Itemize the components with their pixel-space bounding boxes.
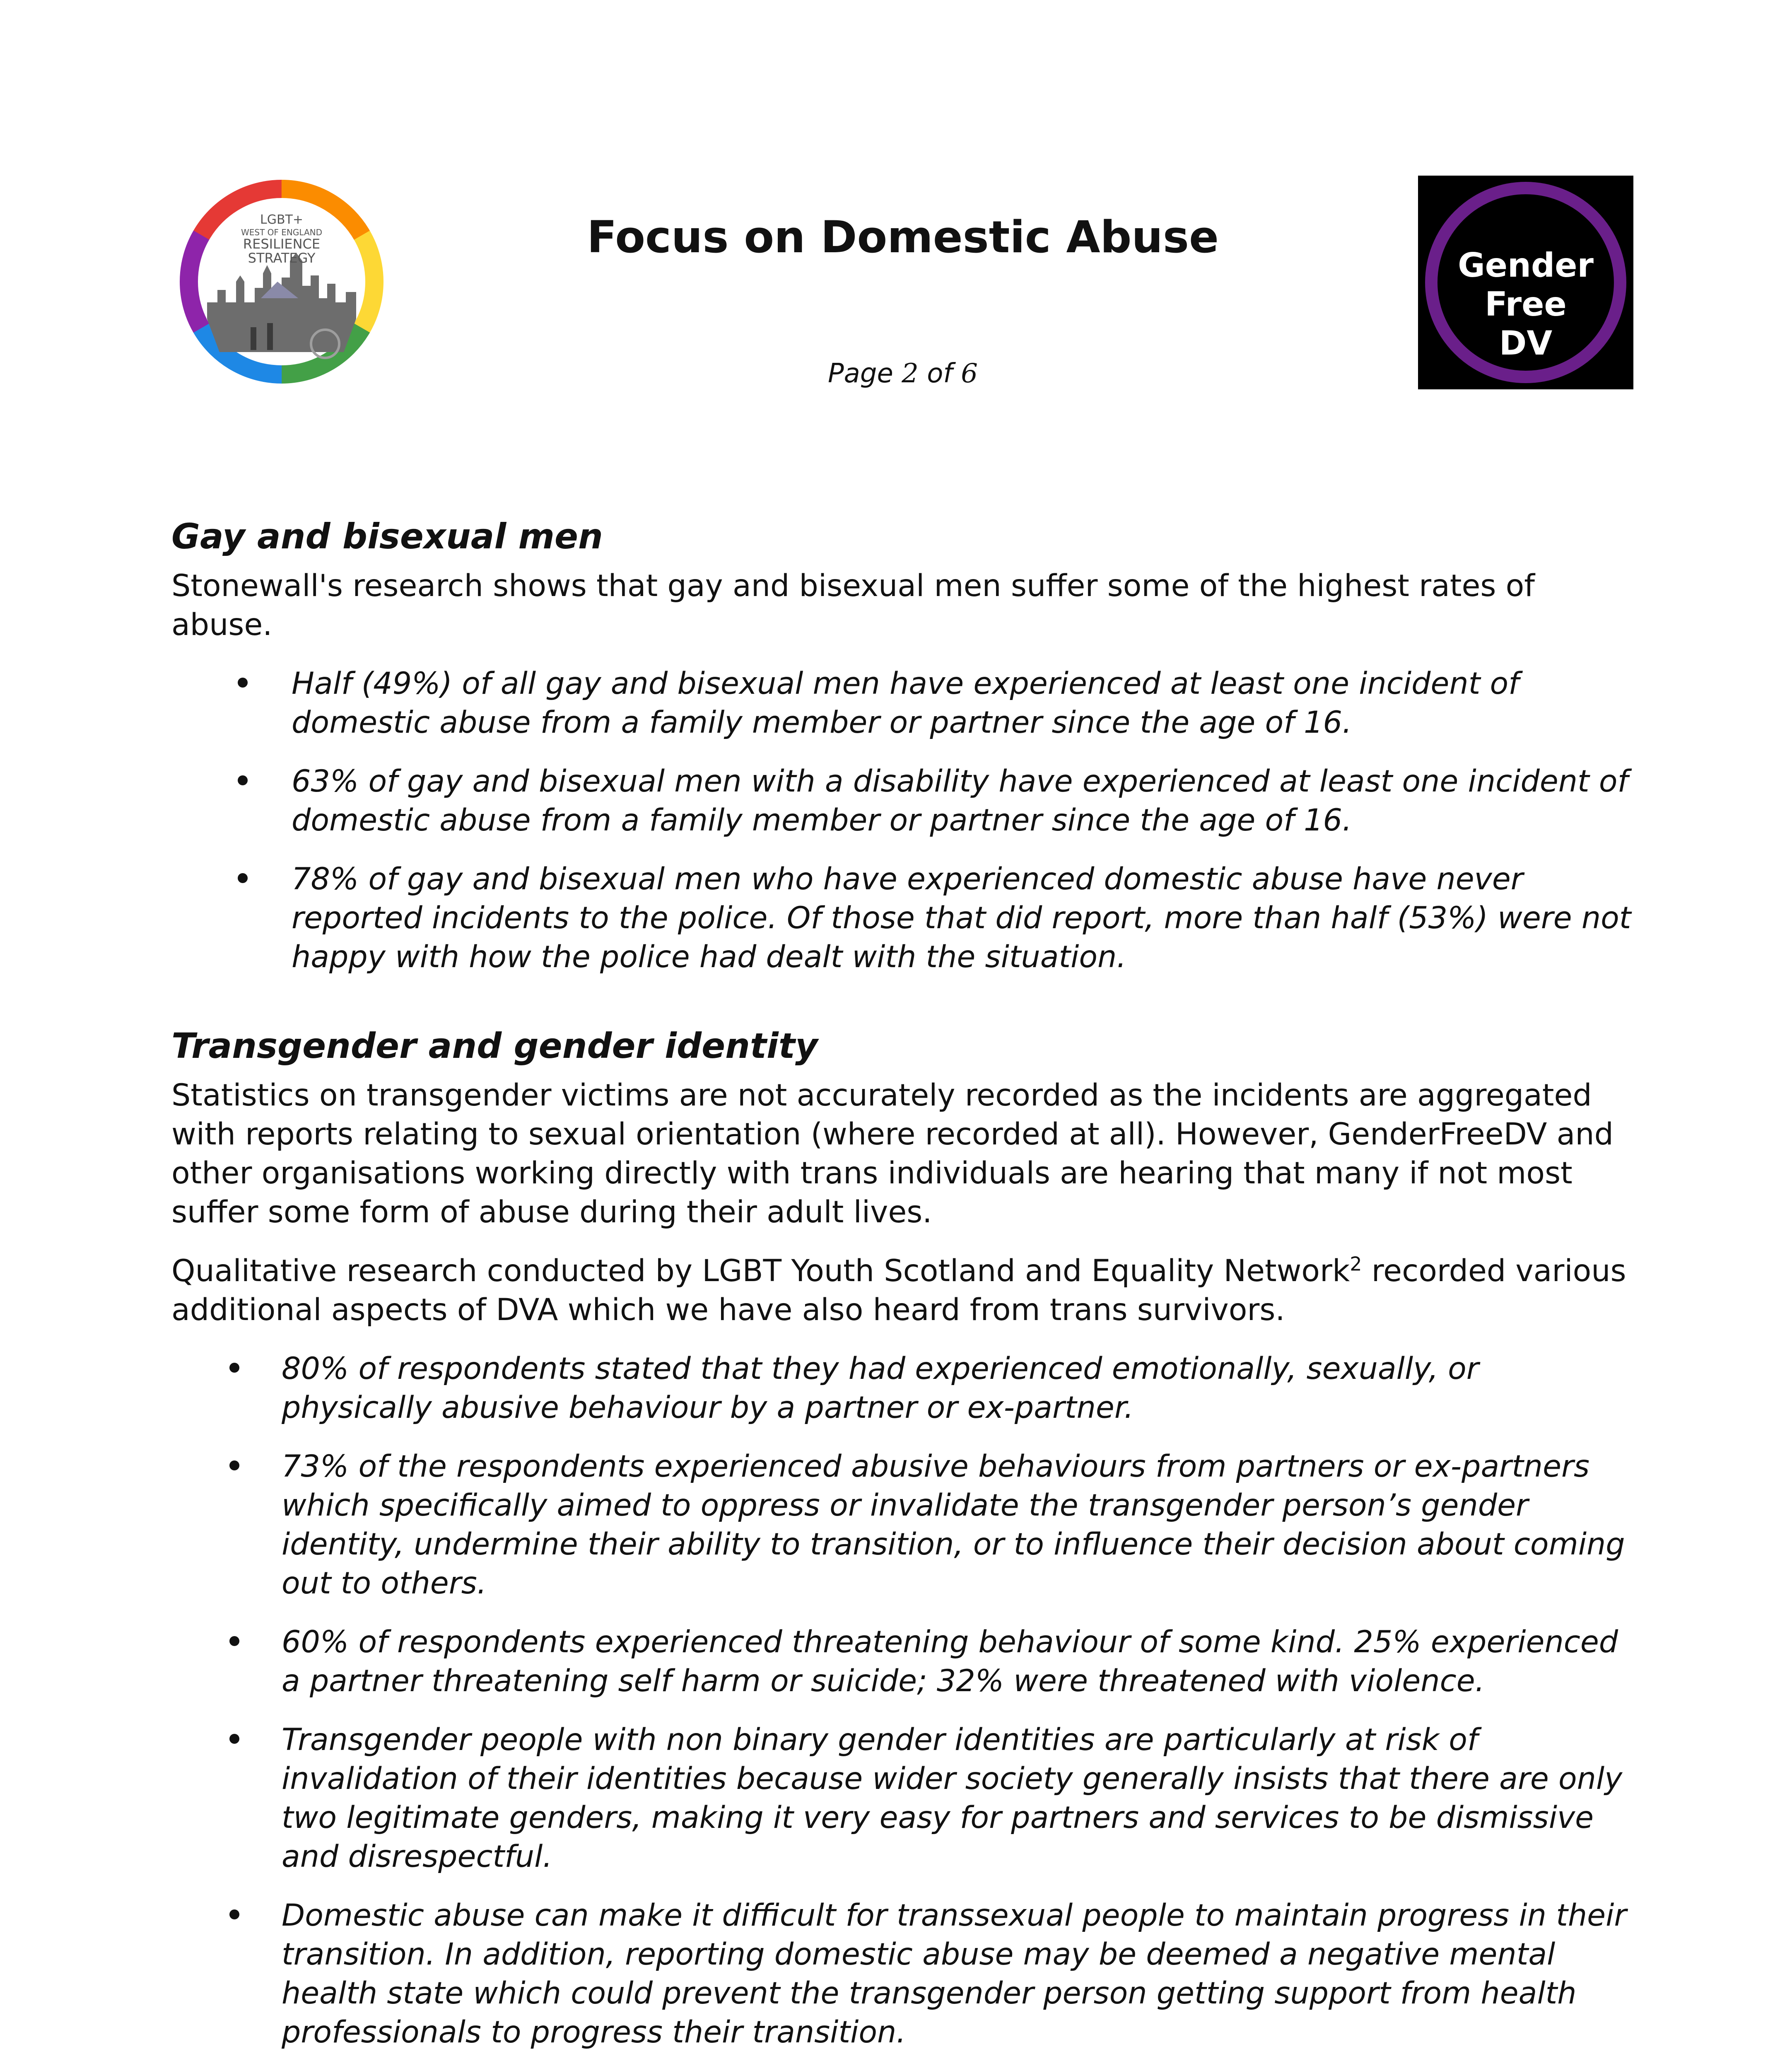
logo-right-line-2: DV	[1499, 324, 1553, 362]
page-label: Page	[828, 358, 893, 389]
svg-text:WEST OF ENGLAND: WEST OF ENGLAND	[241, 227, 323, 237]
list-item-text: 73% of the respondents experienced abusive behaviours from partners or ex-partners which specifically aimed to oppress or invalidate the transgender person’s gender identity, undermine their ability to transition, or to influence their decision about coming out to others.	[282, 1449, 1625, 1601]
document-title: Focus on Domestic Abuse	[587, 212, 1219, 263]
page-current: 2	[902, 358, 919, 389]
list-item-text: Transgender people with non binary gender identities are particularly at risk of invalidation of their identities because wider society generally insists that there are only two legitimate genders, making it very easy for partners and services to be dismissive and disrespectful.	[282, 1722, 1623, 1874]
section-paragraph: Statistics on transgender victims are not accurately recorded as the incidents are aggregated with reports relating to sexual orientation (where recorded at all). However, GenderFreeDV and other organisations working directly with trans individuals are hearing that many if not most suffer some form of abuse during their adult lives.	[171, 1078, 1614, 1230]
list-item-text: 78% of gay and bisexual men who have experienced domestic abuse have never reported incidents to the police. Of those that did report, more than half (53%) were not happy with how the police had dealt with the situation.	[292, 862, 1631, 975]
page-number	[497, 357, 1309, 390]
list-item	[171, 664, 1638, 742]
svg-text:RESILIENCE: RESILIENCE	[243, 236, 321, 252]
list-item-text: 60% of respondents experienced threatening behaviour of some kind. 25% experienced a partner threatening self harm or suicide; 32% were threatened with violence.	[282, 1624, 1618, 1699]
paragraph-text: Qualitative research conducted by LGBT Youth Scotland and Equality Network	[171, 1253, 1350, 1289]
gender-free-dv-logo	[1418, 176, 1633, 389]
page-of: of	[927, 358, 953, 389]
list-item-text: Domestic abuse can make it difficult for transsexual people to maintain progress in their transition. In addition, reporting domestic abuse may be deemed a negative mental health state which could prevent the transgender person getting support from health professionals to progress their transition.	[282, 1898, 1627, 2050]
list-item	[171, 1721, 1638, 1876]
page-total: 6	[961, 358, 978, 389]
bullet-icon	[229, 1460, 239, 1470]
list-item	[171, 1447, 1638, 1603]
bullet-icon	[229, 1909, 239, 1919]
list-item-text: 80% of respondents stated that they had experienced emotionally, sexually, or physically abusive behaviour by a partner or ex-partner.	[282, 1351, 1479, 1425]
svg-text:STRATEGY: STRATEGY	[248, 250, 316, 266]
bullet-list	[171, 1349, 1638, 2052]
svg-text:LGBT+: LGBT+	[260, 212, 304, 227]
section-heading-gay-bisexual-men: Gay and bisexual men	[171, 516, 603, 557]
list-item	[171, 1896, 1638, 2052]
section-intro: Stonewall's research shows that gay and bisexual men suffer some of the highest rates of abuse.	[171, 568, 1535, 642]
bullet-icon	[229, 1636, 239, 1646]
list-item	[171, 1349, 1638, 1427]
paragraph-text: recorded various additional aspects of DVA which we have also heard from trans survivors.	[171, 1253, 1626, 1328]
bullet-icon	[229, 1363, 239, 1373]
document-body	[171, 514, 1638, 2052]
logo-right-line-1: Gender Free	[1458, 246, 1594, 323]
lgbt-resilience-strategy-logo	[178, 178, 385, 385]
bullet-list	[171, 664, 1638, 977]
section-heading-transgender: Transgender and gender identity	[171, 1026, 818, 1066]
section-paragraph	[171, 1252, 1638, 1330]
list-item	[171, 1623, 1638, 1701]
bullet-icon	[229, 1734, 239, 1744]
list-item	[171, 762, 1638, 840]
footnote-reference: 2	[1350, 1253, 1362, 1275]
list-item-text: Half (49%) of all gay and bisexual men have experienced at least one incident of domestic abuse from a family member or partner since the age of 16.	[292, 666, 1519, 740]
list-item-text: 63% of gay and bisexual men with a disability have experienced at least one incident of domestic abuse from a family member or partner since the age of 16.	[292, 764, 1628, 838]
bullet-icon	[238, 678, 248, 688]
bullet-icon	[238, 775, 248, 785]
list-item	[171, 860, 1638, 977]
bullet-icon	[238, 873, 248, 883]
